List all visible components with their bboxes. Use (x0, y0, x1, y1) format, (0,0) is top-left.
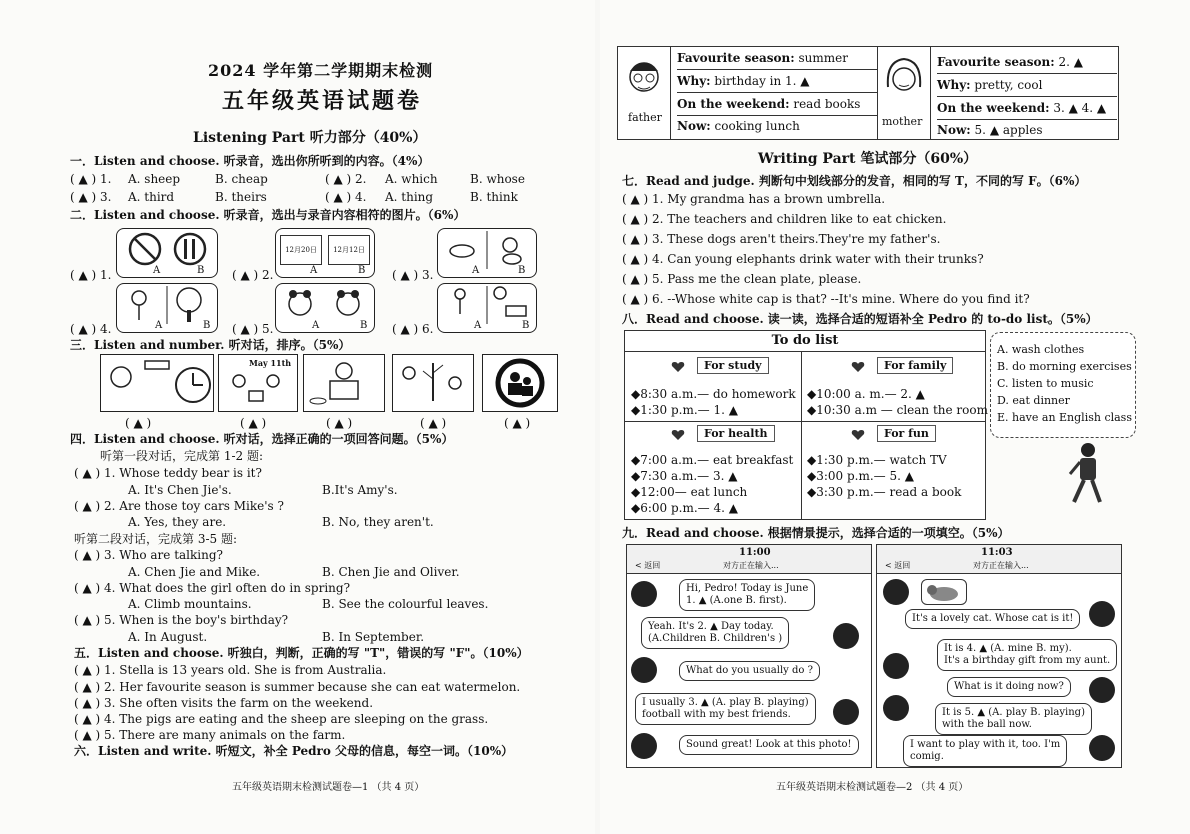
option-e: E. have an English class (997, 411, 1132, 424)
section-6-heading: 六．Listen and write. 听短文，补全 Pedro 父母的信息，每空一词。（10%） (74, 744, 514, 758)
label-a: A (310, 265, 318, 276)
chat2-msg-5: I want to play with it, too. I'm comig. (903, 735, 1067, 767)
mother-avatar-icon (878, 47, 930, 117)
section-9-heading: 九．Read and choose. 根据情景提示，选择合适的一项填空。（5%） (622, 526, 1010, 540)
s1-q3: ( ▲ ) 3. (70, 190, 112, 204)
section-3-heading: 三．Listen and number. 听对话，排序。（5%） (70, 338, 351, 352)
s4-q5: ( ▲ ) 5. When is the boy's birthday? (74, 613, 289, 627)
s7-item-5: ( ▲ ) 5. Pass me the clean plate, please. (622, 272, 862, 286)
s2-picture-1 (116, 228, 218, 278)
right-page (600, 0, 1190, 834)
s1-q2-b: B. whose (470, 172, 525, 186)
s1-q1-b: B. cheap (215, 172, 268, 186)
s7-item-6: ( ▲ ) 6. --Whose white cap is that? --It's mine. Where do you find it? (622, 292, 1030, 306)
boy-avatar-icon (833, 623, 859, 649)
animal-icon (438, 229, 536, 269)
option-d: D. eat dinner (997, 394, 1070, 407)
boy-avatar-icon (833, 699, 859, 725)
father-info (671, 47, 878, 139)
s4-q3-b: B. Chen Jie and Oliver. (322, 565, 460, 579)
s5-item-4: ( ▲ ) 4. The pigs are eating and the sheep are sleeping on the grass. (74, 712, 489, 726)
study-item-1: ◆8:30 a.m.— do homework (631, 387, 796, 401)
boy-avatar-icon (1089, 601, 1115, 627)
girl-avatar-icon (883, 695, 909, 721)
study-item-2: ◆1:30 p.m.— 1. ▲ (631, 403, 738, 417)
label-b: B (360, 320, 368, 331)
chat-header-1 (627, 545, 871, 574)
person-icon (438, 284, 536, 324)
chat-screen-2 (876, 544, 1122, 768)
section-5-heading: 五．Listen and choose. 听独白，判断，正确的写 "T"，错误的写 "F"。（10%） (74, 646, 529, 660)
kitchen-icon (304, 355, 384, 411)
basketball-clock-icon (101, 355, 213, 411)
s2-q3: ( ▲ ) 3. (392, 268, 434, 282)
chat2-msg-1: It's a lovely cat. Whose cat is it! (905, 609, 1080, 629)
section-2-heading: 二．Listen and choose. 听录音，选出与录音内容相符的图片。（6%） (70, 208, 466, 222)
s5-item-5: ( ▲ ) 5. There are many animals on the farm. (74, 728, 346, 742)
heart-icon (851, 361, 865, 373)
s5-item-2: ( ▲ ) 2. Her favourite season is summer because she can eat watermelon. (74, 680, 521, 694)
girl-avatar-icon (883, 579, 909, 605)
s4-q1-b: B.It's Amy's. (322, 483, 398, 497)
health-item-2: ◆7:30 a.m.— 3. ▲ (631, 469, 738, 483)
s4-q2-a: A. Yes, they are. (128, 515, 227, 529)
calendar-icon: 12月20日 (280, 235, 322, 265)
fun-item-2: ◆3:00 p.m.— 5. ▲ (807, 469, 914, 483)
label-b: B (518, 265, 526, 276)
page-footer: 五年级英语期末检测试题卷—2 （共 4 页） (776, 782, 969, 793)
chat1-msg-4: I usually 3. ▲ (A. play B. playing) football with my best friends. (635, 693, 816, 725)
s3-picture-4 (392, 354, 474, 412)
boy-avatar-icon (1089, 735, 1115, 761)
label-a: A (474, 320, 482, 331)
girl-avatar-icon (631, 581, 657, 607)
s2-q1: ( ▲ ) 1. (70, 268, 112, 282)
s4-q1: ( ▲ ) 1. Whose teddy bear is it? (74, 466, 262, 480)
tree-icon (117, 284, 217, 324)
s2-picture-6 (437, 283, 537, 333)
label-a: A (153, 265, 161, 276)
s7-item-1: ( ▲ ) 1. My grandma has a brown umbrella. (622, 192, 886, 206)
s2-q4: ( ▲ ) 4. (70, 322, 112, 336)
listening-part-heading: Listening Part 听力部分（40%） (193, 130, 427, 146)
label-a: A (312, 320, 320, 331)
s4-q2: ( ▲ ) 2. Are those toy cars Mike's ? (74, 499, 284, 513)
chat-screen-1 (626, 544, 872, 768)
s4-q4-b: B. See the colourful leaves. (322, 597, 489, 611)
s2-picture-5 (275, 283, 375, 333)
s1-q4-a: A. thing (385, 190, 434, 204)
cat-photo (921, 579, 967, 605)
pedro-running-icon (1062, 440, 1112, 510)
s3-picture-5 (482, 354, 558, 412)
s1-q2-a: A. which (385, 172, 438, 186)
s1-q2: ( ▲ ) 2. (325, 172, 367, 186)
exam-title: 2024 学年第二学期期末检测 (208, 61, 434, 80)
mother-row-season: Favourite season: 2. ▲ (937, 55, 1117, 74)
family-item-1: ◆10:00 a. m.— 2. ▲ (807, 387, 925, 401)
s3-picture-3 (303, 354, 385, 412)
calendar-icon: 12月12日 (328, 235, 370, 265)
s1-q3-a: A. third (128, 190, 175, 204)
chat-time-2: 11:03 (981, 547, 1013, 558)
s2-q6: ( ▲ ) 6. (392, 322, 434, 336)
s4-q5-b: B. In September. (322, 630, 425, 644)
s4-q2-b: B. No, they aren't. (322, 515, 434, 529)
chat2-msg-4: It is 5. ▲ (A. play B. playing) with the ball now. (935, 703, 1092, 735)
mother-cell (878, 47, 931, 139)
section-8-heading: 八．Read and choose. 读一读，选择合适的短语补全 Pedro 的 to-do list。（5%） (622, 312, 1098, 326)
label-b: B (203, 320, 211, 331)
health-item-1: ◆7:00 a.m.— eat breakfast (631, 453, 794, 467)
typing-status: 对方正在输入... (723, 561, 779, 570)
mother-row-weekend: On the weekend: 3. ▲ 4. ▲ (937, 101, 1117, 120)
s4-sub2: 听第二段对话，完成第 3-5 题: (74, 532, 237, 546)
girl-avatar-icon (883, 653, 909, 679)
girl-avatar-icon (631, 733, 657, 759)
label-a: A (472, 265, 480, 276)
s3-blank-4: ( ▲ ) (420, 416, 447, 430)
father-row-weekend: On the weekend: read books (677, 97, 877, 116)
section-4-heading: 四．Listen and choose. 听对话，选择正确的一项回答问题。（5%） (70, 432, 454, 446)
section-7-heading: 七．Read and judge. 判断句中划线部分的发音，相同的写 T，不同的写 F。（6%） (622, 174, 1087, 188)
s1-q1: ( ▲ ) 1. (70, 172, 112, 186)
boy-avatar-icon (1089, 677, 1115, 703)
cat-icon (922, 580, 966, 604)
s2-picture-3 (437, 228, 537, 278)
label-b: B (197, 265, 205, 276)
chat1-msg-1: Hi, Pedro! Today is June 1. ▲ (A.one B. first). (679, 579, 815, 611)
todo-divider (625, 421, 985, 422)
s3-picture-2 (218, 354, 298, 412)
option-a: A. wash clothes (997, 343, 1085, 356)
mother-label: mother (882, 115, 923, 128)
todo-divider (801, 351, 802, 519)
s3-blank-3: ( ▲ ) (326, 416, 353, 430)
people-sign-icon (483, 355, 557, 411)
s2-q2: ( ▲ ) 2. (232, 268, 274, 282)
father-avatar-icon (618, 47, 670, 117)
todo-title: To do list (625, 331, 985, 352)
panda-icon (276, 284, 374, 324)
parents-info-table (617, 46, 1119, 140)
s1-q4: ( ▲ ) 4. (325, 190, 367, 204)
label-b: B (358, 265, 366, 276)
s7-item-3: ( ▲ ) 3. These dogs aren't theirs.They're my father's. (622, 232, 941, 246)
for-family-header: For family (877, 357, 953, 374)
chat-header-2 (877, 545, 1121, 574)
s2-q5: ( ▲ ) 5. (232, 322, 274, 336)
fun-item-3: ◆3:30 p.m.— read a book (807, 485, 962, 499)
back-button[interactable]: < 返回 (635, 561, 661, 570)
s3-picture-1 (100, 354, 214, 412)
for-health-header: For health (697, 425, 775, 442)
chat1-msg-5: Sound great! Look at this photo! (679, 735, 859, 755)
family-item-2: ◆10:30 a.m — clean the room (807, 403, 988, 417)
health-item-4: ◆6:00 p.m.— 4. ▲ (631, 501, 738, 515)
father-label: father (628, 111, 662, 124)
s3-blank-5: ( ▲ ) (504, 416, 531, 430)
s4-q4: ( ▲ ) 4. What does the girl often do in spring? (74, 581, 350, 595)
s1-q4-b: B. think (470, 190, 518, 204)
chat1-msg-3: What do you usually do ? (679, 661, 820, 681)
heart-icon (671, 429, 685, 441)
writing-part-heading: Writing Part 笔试部分（60%） (758, 151, 978, 167)
chat2-msg-3: What is it doing now? (947, 677, 1071, 697)
fun-item-1: ◆1:30 p.m.— watch TV (807, 453, 947, 467)
back-button[interactable]: < 返回 (885, 561, 911, 570)
chat-time-1: 11:00 (739, 547, 771, 558)
no-sign-icon (117, 229, 217, 269)
s3-blank-1: ( ▲ ) (125, 416, 152, 430)
girl-avatar-icon (631, 657, 657, 683)
s1-q1-a: A. sheep (128, 172, 181, 186)
s1-q3-b: B. theirs (215, 190, 267, 204)
for-fun-header: For fun (877, 425, 936, 442)
s5-item-3: ( ▲ ) 3. She often visits the farm on the weekend. (74, 696, 374, 710)
s7-item-4: ( ▲ ) 4. Can young elephants drink water with their trunks? (622, 252, 984, 266)
todo-list (624, 330, 986, 520)
mother-row-now: Now: 5. ▲ apples (937, 123, 1043, 137)
options-box (990, 332, 1136, 438)
s4-q3: ( ▲ ) 3. Who are talking? (74, 548, 223, 562)
heart-icon (671, 361, 685, 373)
s4-q5-a: A. In August. (128, 630, 208, 644)
option-c: C. listen to music (997, 377, 1094, 390)
heart-icon (851, 429, 865, 441)
father-row-season: Favourite season: summer (677, 51, 877, 70)
s7-item-2: ( ▲ ) 2. The teachers and children like to eat chicken. (622, 212, 947, 226)
father-row-now: Now: cooking lunch (677, 119, 800, 133)
section-1-heading: 一．Listen and choose. 听录音，选出你所听到的内容。（4%） (70, 154, 430, 168)
chat2-msg-2: It is 4. ▲ (A. mine B. my). It's a birthday gift from my aunt. (937, 639, 1117, 671)
s3-blank-2: ( ▲ ) (240, 416, 267, 430)
mother-row-why: Why: pretty, cool (937, 78, 1117, 97)
s4-q4-a: A. Climb mountains. (128, 597, 252, 611)
s4-q1-a: A. It's Chen Jie's. (128, 483, 232, 497)
health-item-3: ◆12:00— eat lunch (631, 485, 748, 499)
for-study-header: For study (697, 357, 769, 374)
father-row-why: Why: birthday in 1. ▲ (677, 74, 877, 93)
s5-item-1: ( ▲ ) 1. Stella is 13 years old. She is from Australia. (74, 663, 387, 677)
exam-subtitle: 五年级英语试题卷 (222, 88, 423, 114)
planting-tree-icon (393, 355, 473, 411)
typing-status: 对方正在输入... (973, 561, 1029, 570)
chat1-msg-2: Yeah. It's 2. ▲ Day today. (A.Children B. Children's ) (641, 617, 789, 649)
s2-picture-4 (116, 283, 218, 333)
page-footer: 五年级英语期末检测试题卷—1 （共 4 页） (232, 782, 425, 793)
father-cell (618, 47, 671, 139)
date-label: May 11th (249, 358, 292, 368)
mother-info (931, 47, 1117, 139)
s2-picture-2 (275, 228, 375, 278)
s4-q3-a: A. Chen Jie and Mike. (128, 565, 261, 579)
option-b: B. do morning exercises (997, 360, 1132, 373)
label-a: A (155, 320, 163, 331)
s4-sub1: 听第一段对话，完成第 1-2 题: (100, 449, 263, 463)
label-b: B (522, 320, 530, 331)
